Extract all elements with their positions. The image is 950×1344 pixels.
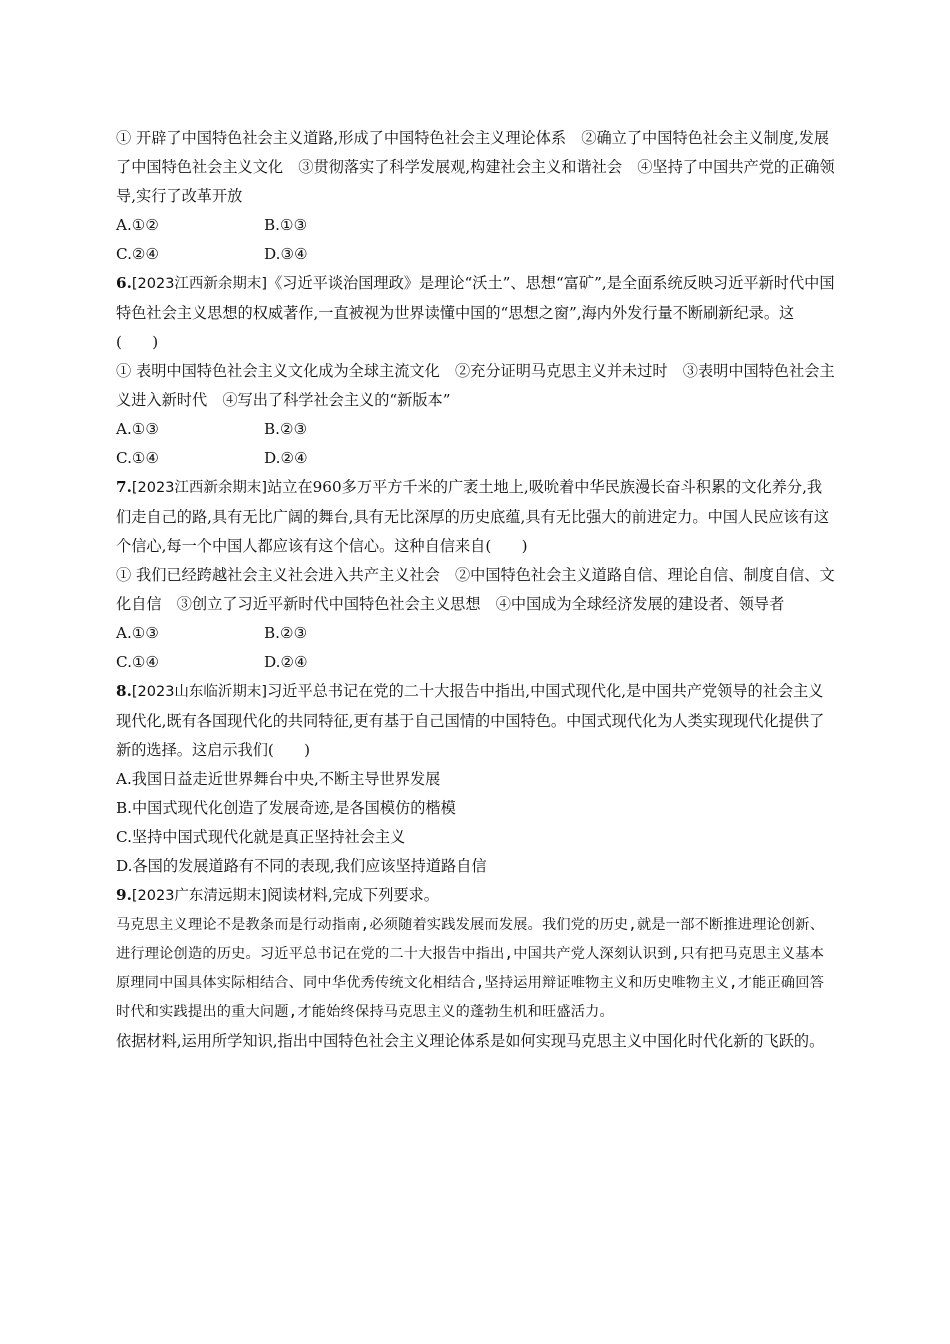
- q9-requirement: 依据材料,运用所学知识,指出中国特色社会主义理论体系是如何实现马克思主义中国化时代化新的飞跃的。: [116, 1032, 825, 1050]
- q9-number: 9.: [116, 886, 132, 904]
- q9-stem-text: 阅读材料,完成下列要求。: [267, 886, 439, 904]
- q5-statements: ① 开辟了中国特色社会主义道路,形成了中国特色社会主义理论体系 ②确立了中国特色社会主义制度,发展了中国特色社会主义文化 ③贯彻落实了科学发展观,构建社会主义和谐社会 ④坚持了中国共产党的正确领导,实行了改革开放: [116, 129, 835, 205]
- q7-option-d[interactable]: D.②④: [264, 653, 308, 671]
- question-page: [116, 124, 836, 1056]
- q8-number: 8.: [116, 682, 132, 700]
- q9-stem: [116, 881, 836, 911]
- q8-stem-text: 习近平总书记在党的二十大报告中指出,中国式现代化,是中国共产党领导的社会主义现代化,既有各国现代化的共同特征,更有基于自己国情的中国特色。中国式现代化为人类实现现代化提供了新的选择。这启示我们( ): [116, 682, 825, 759]
- q7-options-row-2: [116, 648, 836, 677]
- q8-source: [2023山东临沂期末]: [131, 684, 268, 700]
- q6-number: 6.: [116, 274, 132, 292]
- q6-option-b[interactable]: B.②③: [264, 420, 308, 438]
- q5-option-c[interactable]: C.②④: [116, 245, 160, 263]
- q6-stem: [116, 269, 836, 357]
- q7-stem: [116, 473, 836, 561]
- q7-number: 7.: [116, 478, 132, 496]
- q8-option-d[interactable]: D.各国的发展道路有不同的表现,我们应该坚持道路自信: [116, 857, 487, 875]
- q7-statements: ① 我们已经跨越社会主义社会进入共产主义社会 ②中国特色社会主义道路自信、理论自信、制度自信、文化自信 ③创立了习近平新时代中国特色社会主义思想 ④中国成为全球经济发展的建设者、领导者: [116, 566, 835, 613]
- q9-source: [2023广东清远期末]: [131, 888, 268, 904]
- q8-option-a[interactable]: A.我国日益走近世界舞台中央,不断主导世界发展: [116, 770, 441, 788]
- q6-options-row-2: [116, 444, 836, 473]
- q6-option-a[interactable]: A.①③: [116, 420, 160, 438]
- q6-options-row-1: [116, 415, 836, 444]
- q9-material: 马克思主义理论不是教条而是行动指南,必须随着实践发展而发展。我们党的历史,就是一部不断推进理论创新、进行理论创造的历史。习近平总书记在党的二十大报告中指出,中国共产党人深刻认识到,只有把马克思主义基本原理同中国具体实际相结合、同中华优秀传统文化相结合,坚持运用辩证唯物主义和历史唯物主义,才能正确回答时代和实践提出的重大问题,才能始终保持马克思主义的蓬勃生机和旺盛活力。: [116, 917, 825, 1020]
- q7-source: [2023江西新余期末]: [131, 480, 268, 496]
- q5-option-b[interactable]: B.①③: [264, 216, 308, 234]
- q6-option-d[interactable]: D.②④: [264, 449, 308, 467]
- q7-stem-text: 站立在960多万平方千米的广袤土地上,吸吮着中华民族漫长奋斗积累的文化养分,我们走自己的路,具有无比广阔的舞台,具有无比深厚的历史底蕴,具有无比强大的前进定力。中国人民应该有这个信心,每一个中国人都应该有这个信心。这种自信来自( ): [116, 478, 830, 555]
- q5-options-row-2: [116, 240, 836, 269]
- q5-option-a[interactable]: A.①②: [116, 216, 160, 234]
- q5-option-d[interactable]: D.③④: [264, 245, 308, 263]
- q7-options-row-1: [116, 619, 836, 648]
- q5-options-row-1: [116, 211, 836, 240]
- q6-source: [2023江西新余期末]: [131, 276, 268, 292]
- q8-stem: [116, 677, 836, 765]
- q6-option-c[interactable]: C.①④: [116, 449, 160, 467]
- q7-option-c[interactable]: C.①④: [116, 653, 160, 671]
- q6-statements: ① 表明中国特色社会主义文化成为全球主流文化 ②充分证明马克思主义并未过时 ③表明中国特色社会主义进入新时代 ④写出了科学社会主义的“新版本”: [116, 362, 835, 409]
- q8-option-c[interactable]: C.坚持中国式现代化就是真正坚持社会主义: [116, 828, 406, 846]
- q7-option-a[interactable]: A.①③: [116, 624, 160, 642]
- q6-stem-text: 《习近平谈治国理政》是理论“沃土”、思想“富矿”,是全面系统反映习近平新时代中国特色社会主义思想的权威著作,一直被视为世界读懂中国的“思想之窗”,海内外发行量不断刷新纪录。这( ): [116, 274, 835, 351]
- q8-option-b[interactable]: B.中国式现代化创造了发展奇迹,是各国模仿的楷模: [116, 799, 456, 817]
- q7-option-b[interactable]: B.②③: [264, 624, 308, 642]
